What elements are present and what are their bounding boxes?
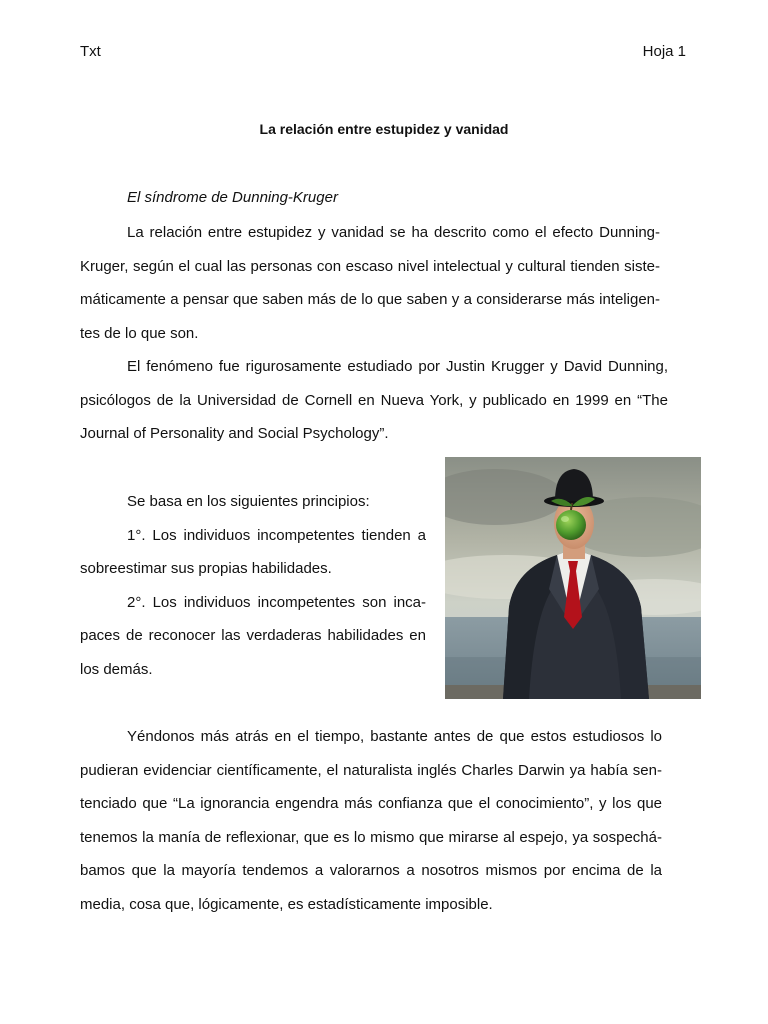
paragraph-line: Kruger, según el cual las personas con escaso nivel intelectual y cultural tienden siste- (80, 257, 660, 275)
document-title: La relación entre estupidez y vanidad (259, 121, 509, 137)
paragraph-line: tenciado que “La ignorancia engendra más confianza que el conocimiento”, y los que (80, 795, 662, 812)
paragraph-line: tenemos la manía de reflexionar, que es lo mismo que mirarse al espejo, ya sospechá- (80, 828, 662, 846)
paragraph-3 (80, 720, 662, 921)
paragraph-line: pudieran evidenciar científicamente, el naturalista inglés Charles Darwin ya había sen- (80, 761, 662, 779)
paragraph-2 (80, 350, 668, 451)
paragraph-line: La relación entre estupidez y vanidad se ha descrito como el efecto Dunning- (127, 224, 660, 241)
paragraph-line: El fenómeno fue rigurosamente estudiado por Justin Krugger y David Dunning, (127, 358, 668, 375)
paragraph-1 (80, 216, 660, 350)
principle-line: paces de reconocer las verdaderas habilidades en (80, 627, 426, 644)
principles-list (80, 485, 426, 686)
paragraph-line: psicólogos de la Universidad de Cornell en Nueva York, y publicado en 1999 en “The (80, 391, 668, 409)
header-right: Hoja 1 (642, 43, 686, 60)
paragraph-line: máticamente a pensar que saben más de lo que saben y a considerarse más inteligen- (80, 291, 660, 308)
paragraph-line: bamos que la mayoría tendemos a valorarnos a nosotros mismos por encima de la (80, 862, 662, 879)
painting-image (445, 457, 701, 699)
paragraph-line: Journal of Personality and Social Psychology”. (80, 425, 389, 442)
principle-line: los demás. (80, 660, 153, 678)
header-left: Txt (80, 43, 101, 60)
principle-line: 2°. Los individuos incompetentes son inca- (127, 593, 426, 611)
principle-line: 1°. Los individuos incompetentes tienden a (127, 526, 426, 544)
paragraph-line: media, cosa que, lógicamente, es estadísticamente imposible. (80, 895, 493, 913)
paragraph-line: tes de lo que son. (80, 324, 199, 342)
paragraph-line: Yéndonos más atrás en el tiempo, bastante antes de que estos estudiosos lo (127, 728, 662, 745)
principle-line: sobreestimar sus propias habilidades. (80, 560, 332, 577)
principles-intro: Se basa en los siguientes principios: (127, 493, 370, 510)
section-subtitle: El síndrome de Dunning-Kruger (127, 189, 338, 206)
